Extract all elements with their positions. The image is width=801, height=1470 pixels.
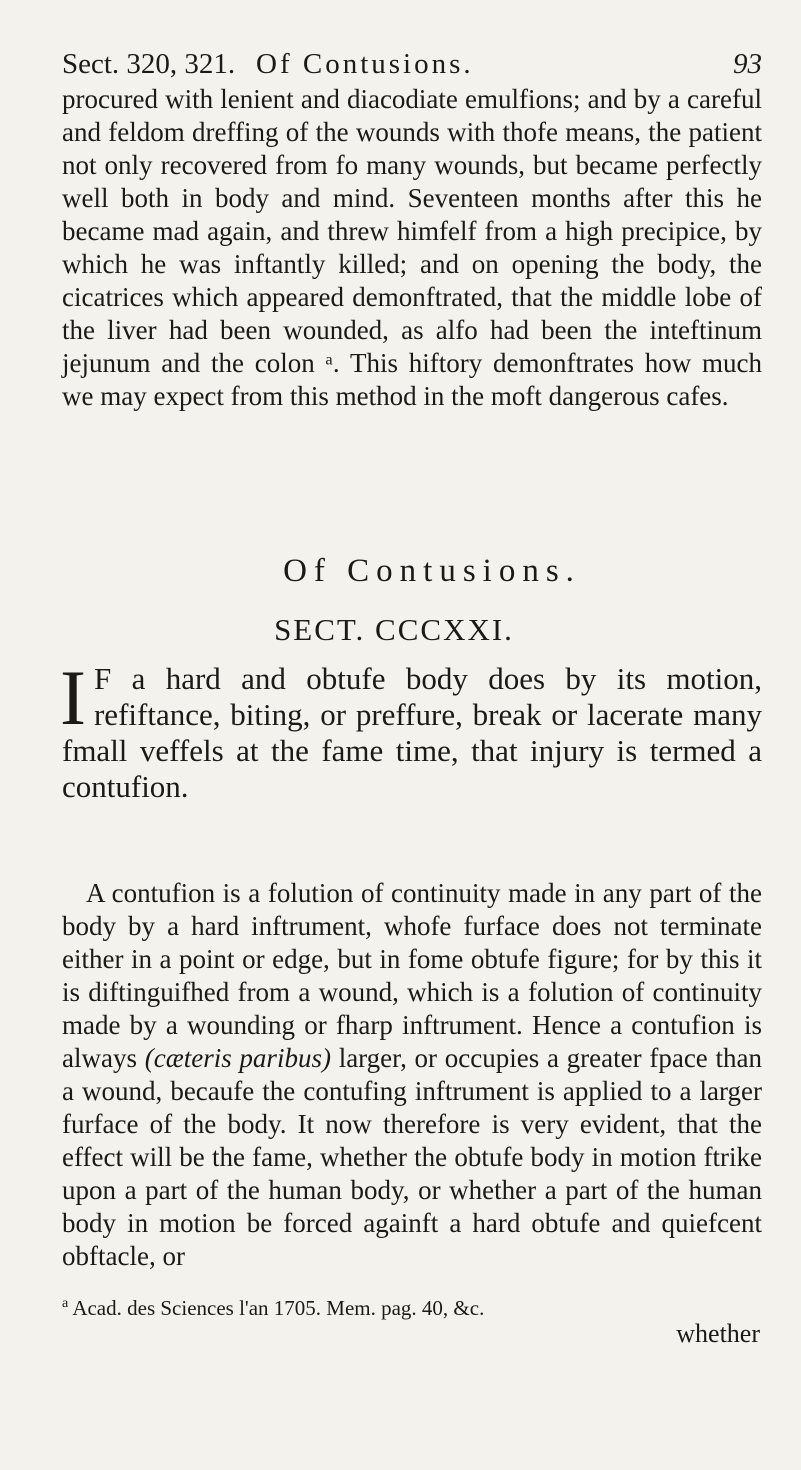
page-number: 93 [733,48,762,80]
sect-number-heading: SECT. CCCXXI. [274,612,514,647]
footnote-marker: a [62,1296,69,1311]
main-paragraph-part2: larger, or occupies a greater fpace than a wound, becaufe the contufing inftrument is applied to a larger furface of the body. It now therefore is very evident, that the effect will be the fame, whether the obtufe body in motion ftrike upon a part of the human body, or whether a part of the human body in motion be forced againft a hard obtufe and quiefcent obftacle, or [62,1043,763,1271]
continuation-paragraph [62,83,762,413]
drop-cap: I [60,654,86,741]
main-paragraph [62,877,762,1273]
main-paragraph-part1: A contufion is a folution of continuity made in any part of the body by a hard inftrument, whofe furface does not terminate either in a point or edge, but in fome obtufe figure; for by this it is diftinguifhed from a wound, which is a folution of continuity made by a wounding or fharp inftrument. Hence a contufion is always [62,878,762,1073]
footnote [62,1290,762,1322]
continuation-text: procured with lenient and diacodiate emulfions; and by a careful and feldom dreffing of the wounds with thofe means, the patient not only recovered from fo many wounds, but became perfectly well both in body and mind. Seventeen months after this he became mad again, and threw himfelf from a high precipice, by which he was inftantly killed; and on opening the body, the cicatrices which appeared demonftrated, that the middle lobe of the liver had been wounded, as alfo had been the inteftinum jejunum and the colon ᵃ. This hiftory demonftrates how much we may expect from this method in the moft dangerous cafes. [62,84,762,411]
catchword: whether [676,1319,760,1348]
main-paragraph-italic: (cæteris paribus) [144,1043,331,1073]
section-heading: Of Contusions. [283,553,581,589]
section-reference: Sect. 320, 321. [62,48,236,80]
footnote-text: Acad. des Sciences l'an 1705. Mem. pag. 40, &c. [72,1296,485,1320]
lead-paragraph-text: F a hard and obtufe body does by its motion, refiftance, biting, or preffure, break or lacerate many fmall veffels at the fame time, that injury is termed a contufion. [62,661,762,804]
running-title: Of Contusions. [256,48,474,80]
lead-paragraph [60,654,762,805]
running-head [62,44,762,84]
